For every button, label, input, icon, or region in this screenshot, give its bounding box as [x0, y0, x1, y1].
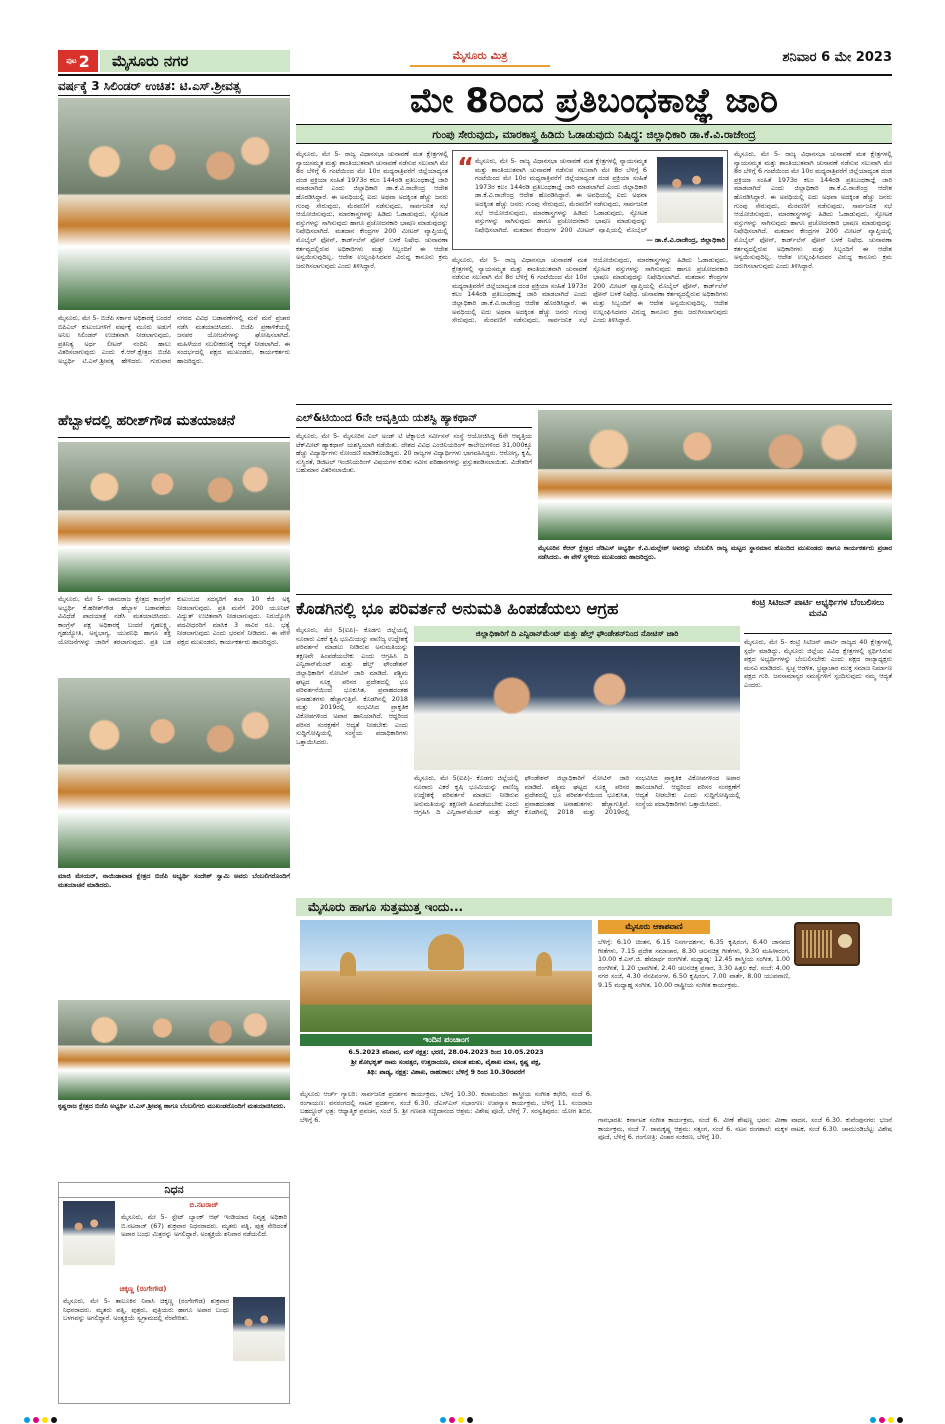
events-list-col2: ಗಾನಭಾರತಿ: ಕರ್ನಾಟಕ ಸಂಗೀತ ಕಾರ್ಯಕ್ರಮ, ಸಂಜೆ 6. ವೀಣೆ ಶೇಷಣ್ಣ ಭವನ: ವೀಣಾ ವಾದನ, ಸಂಜೆ 6.30. ಕುವೆಂಪುನಗರ: ಭಜನೆ ಕಾರ್ಯಕ್ರಮ, ಸಂಜೆ 7. ರಾಮಕೃಷ್ಣ ಆಶ್ರಮ: ಸತ್ಸಂಗ, ಸಂಜೆ 6. ನಟನ ರಂಗಶಾಲೆ: ಮಕ್ಕಳ ನಾಟಕ, ಸಂಜೆ 6.30. ಚಾಮುಂಡಿಬೆಟ್ಟ: ವಿಶೇಷ ಪೂಜೆ, ಬೆಳಿಗ್ಗೆ 6. ಗಂಗೋತ್ರಿ: ವಿಚಾರ ಸಂಕಿರಣ, ಬೆಳಿಗ್ಗೆ 10.	[598, 1116, 892, 1142]
center-photo-caption: ಮೈಸೂರಿನ ಕೆಆರ್ ಕ್ಷೇತ್ರದ ಜೆಡಿಎಸ್ ಅಭ್ಯರ್ಥಿ ಕೆ.ವಿ.ಮಲ್ಲೇಶ್ ಅವರನ್ನು ಬೆಂಬಲಿಸಿ ರಾಜ್ಯ ಮಟ್ಟದ ಸ್ಥಾನಮಾನ ಹೊಂದಿದ ಮುಖಂಡರು ಹಾಗೂ ಕಾರ್ಯಕರ್ತರು ಪ್ರಚಾರ ನಡೆಸಿದರು. ಈ ವೇಳೆ ಸ್ಥಳೀಯ ಮುಖಂಡರು ಹಾಜರಿದ್ದರು.	[538, 544, 892, 561]
photo-caption: ಮಾಜಿ ಮೇಯರ್, ನಾಯಿಡಾವಾಡ ಕ್ಷೇತ್ರದ ಬಿಜೆಪಿ ಅಭ್ಯರ್ಥಿ ಸಂದೇಶ್ ಸ್ವಾಮಿ ಅವರು ಬೆಂಬಲಿಗರೊಂದಿಗೆ ಮತಯಾಚನೆ ಮಾಡಿದರು.	[58, 872, 290, 889]
issue-date: ಶನಿವಾರ 6 ಮೇ 2023	[782, 50, 892, 65]
quote-text: ಮೈಸೂರು, ಮೇ 5- ರಾಜ್ಯ ವಿಧಾನಸಭಾ ಚುನಾವಣೆ ಮತ ಕ್ಷೇತ್ರಗಳಲ್ಲಿ ನ್ಯಾಯಸಮ್ಮತ ಮತ್ತು ಶಾಂತಿಯುತವಾಗಿ ಚುನಾವಣೆ ನಡೆಸುವ ಸಲುವಾಗಿ ಮೇ 8ರ ಬೆಳಿಗ್ಗೆ 6 ಗಂಟೆಯಿಂದ ಮೇ 10ರ ಮಧ್ಯರಾತ್ರಿವರೆಗೆ ಜಿಲ್ಲೆಯಾದ್ಯಂತ ದಂಡ ಪ್ರಕ್ರಿಯಾ ಸಂಹಿತೆ 1973ರ ಕಲಂ 144ರಡಿ ಪ್ರತಿಬಂಧಕಾಜ್ಞೆ ಜಾರಿ ಮಾಡಲಾಗಿದೆ ಎಂದು ಜಿಲ್ಲಾಧಿಕಾರಿ ಡಾ.ಕೆ.ವಿ.ರಾಜೇಂದ್ರ ಆದೇಶ ಹೊರಡಿಸಿದ್ದಾರೆ. ಈ ಅವಧಿಯಲ್ಲಿ ಐದು ಅಥವಾ ಅದಕ್ಕಿಂತ ಹೆಚ್ಚು ಜನರು ಗುಂಪು ಸೇರುವುದು, ಮೆರವಣಿಗೆ ನಡೆಸುವುದು, ಸಾರ್ವಜನಿಕ ಸಭೆ ಆಯೋಜಿಸುವುದು, ಮಾರಕಾಸ್ತ್ರಗಳನ್ನು ಹಿಡಿದು ಓಡಾಡುವುದು, ಸ್ಫೋಟಕ ವಸ್ತುಗಳನ್ನು ಸಾಗಿಸುವುದು ಹಾಗೂ ಪ್ರಚೋದನಕಾರಿ ಭಾಷಣ ಮಾಡುವುದನ್ನು ನಿಷೇಧಿಸಲಾಗಿದೆ. ಮತದಾನ ಕೇಂದ್ರಗಳ 200 ಮೀಟರ್ ವ್ಯಾಪ್ತಿಯಲ್ಲಿ ಮೊಬೈಲ್	[475, 157, 647, 233]
panchanga-date: 6.5.2023 ಶನಿವಾರ, ಮಳೆ ನಕ್ಷತ್ರ: ಭರಣಿ, 28.04.2023 ರಿಂದ 10.05.2023	[348, 1048, 544, 1056]
radio-speaker-grille	[802, 930, 832, 958]
obituary-box	[58, 1182, 290, 1404]
palace-tower-right-icon	[536, 952, 552, 976]
panchanga-line-3: ತಿಥಿ: ಪಾಡ್ಯ, ನಕ್ಷತ್ರ: ವಿಶಾಖ, ರಾಹುಕಾಲ: ಬೆಳಿಗ್ಗೆ 9 ರಿಂದ 10.30ರವರೆಗೆ	[367, 1068, 525, 1076]
kodagu-story	[296, 598, 740, 894]
center-rule	[296, 594, 892, 595]
paper-name-logo: ಮೈಸೂರು ಮಿತ್ರ	[410, 49, 550, 67]
story-photo	[58, 442, 290, 592]
events-list-col1: ಮೈಸೂರು ಆರ್ಚ್ ಗ್ಯಾಲರಿ: ಸಾರ್ವಜನಿಕ ಪ್ರದರ್ಶನ ಕಾರ್ಯಕ್ರಮ, ಬೆಳಿಗ್ಗೆ 10.30. ಕಲಾಮಂದಿರ: ಶಾಸ್ತ್ರೀಯ ಸಂಗೀತ ಕಛೇರಿ, ಸಂಜೆ 6. ರಂಗಾಯಣ: ವನರಂಗದಲ್ಲಿ ನಾಟಕ ಪ್ರದರ್ಶನ, ಸಂಜೆ 6.30. ಜೆಎಸ್‌ಎಸ್ ಸಭಾಂಗಣ: ಉಪನ್ಯಾಸ ಕಾರ್ಯಕ್ರಮ, ಬೆಳಿಗ್ಗೆ 11. ನಂಜರಾಜ ಬಹದ್ದೂರ್ ಛತ್ರ: ಆಧ್ಯಾತ್ಮಿಕ ಪ್ರವಚನ, ಸಂಜೆ 5. ಶ್ರೀ ಗಣಪತಿ ಸಚ್ಚಿದಾನಂದ ಆಶ್ರಮ: ವಿಶೇಷ ಪೂಜೆ, ಬೆಳಿಗ್ಗೆ 7. ಸರಸ್ವತಿಪುರಂ: ಯೋಗ ಶಿಬಿರ, ಬೆಳಿಗ್ಗೆ 6.	[300, 1090, 592, 1124]
quote-mark: “	[457, 153, 475, 183]
story-body-col1: ಮೈಸೂರು, ಮೇ 5(ಐಪಿ)- ಕೊಡಗು ಜಿಲ್ಲೆಯಲ್ಲಿ ನೂರಾರು ಎಕರೆ ಕೃಷಿ ಭೂಮಿಯನ್ನು ವಾಣಿಜ್ಯ ಉದ್ದೇಶಕ್ಕೆ ಪರಿವರ್ತನೆ ಮಾಡಲು ನೀಡಿರುವ ಅನುಮತಿಯನ್ನು ತಕ್ಷಣವೇ ಹಿಂಪಡೆಯಬೇಕು ಎಂದು ಆಗ್ರಹಿಸಿ ದಿ ಎನ್ವಿರಾನ್‌ಮೆಂಟ್ ಮತ್ತು ಹೆಲ್ತ್ ಫೌಂಡೇಶನ್ ಜಿಲ್ಲಾಧಿಕಾರಿಗೆ ನೋಟಿಸ್ ಜಾರಿ ಮಾಡಿದೆ. ಪಶ್ಚಿಮ ಘಟ್ಟದ ಸೂಕ್ಷ್ಮ ಪರಿಸರ ಪ್ರದೇಶದಲ್ಲಿ ಭೂ ಪರಿವರ್ತನೆಯಿಂದ ಭೂಕುಸಿತ, ಪ್ರವಾಹದಂತಹ ಅನಾಹುತಗಳು ಹೆಚ್ಚಾಗುತ್ತಿವೆ. ಕೊಡಗಿನಲ್ಲಿ 2018 ಮತ್ತು 2019ರಲ್ಲಿ ಸಂಭವಿಸಿದ ಪ್ರಾಕೃತಿಕ ವಿಕೋಪಗಳಿಂದ ಅಪಾರ ಹಾನಿಯಾಗಿದೆ. ಆದ್ದರಿಂದ ಪರಿಸರ ಸಂರಕ್ಷಣೆಗೆ ಆದ್ಯತೆ ನೀಡಬೇಕು ಎಂದು ಸುದ್ದಿಗೋಷ್ಠಿಯಲ್ಲಿ ಸಂಸ್ಥೆಯ ಪದಾಧಿಕಾರಿಗಳು ಒತ್ತಾಯಿಸಿದರು.	[296, 626, 408, 746]
story-body-col2: ಮೈಸೂರು, ಮೇ 5(ಐಪಿ)- ಕೊಡಗು ಜಿಲ್ಲೆಯಲ್ಲಿ ನೂರಾರು ಎಕರೆ ಕೃಷಿ ಭೂಮಿಯನ್ನು ವಾಣಿಜ್ಯ ಉದ್ದೇಶಕ್ಕೆ ಪರಿವರ್ತನೆ ಮಾಡಲು ನೀಡಿರುವ ಅನುಮತಿಯನ್ನು ತಕ್ಷಣವೇ ಹಿಂಪಡೆಯಬೇಕು ಎಂದು ಆಗ್ರಹಿಸಿ ದಿ ಎನ್ವಿರಾನ್‌ಮೆಂಟ್ ಮತ್ತು ಹೆಲ್ತ್ ಫೌಂಡೇಶನ್ ಜಿಲ್ಲಾಧಿಕಾರಿಗೆ ನೋಟಿಸ್ ಜಾರಿ ಮಾಡಿದೆ. ಪಶ್ಚಿಮ ಘಟ್ಟದ ಸೂಕ್ಷ್ಮ ಪರಿಸರ ಪ್ರದೇಶದಲ್ಲಿ ಭೂ ಪರಿವರ್ತನೆಯಿಂದ ಭೂಕುಸಿತ, ಪ್ರವಾಹದಂತಹ ಅನಾಹುತಗಳು ಹೆಚ್ಚಾಗುತ್ತಿವೆ. ಕೊಡಗಿನಲ್ಲಿ 2018 ಮತ್ತು 2019ರಲ್ಲಿ ಸಂಭವಿಸಿದ ಪ್ರಾಕೃತಿಕ ವಿಕೋಪಗಳಿಂದ ಅಪಾರ ಹಾನಿಯಾಗಿದೆ. ಆದ್ದರಿಂದ ಪರಿಸರ ಸಂರಕ್ಷಣೆಗೆ ಆದ್ಯತೆ ನೀಡಬೇಕು ಎಂದು ಸುದ್ದಿಗೋಷ್ಠಿಯಲ್ಲಿ ಸಂಸ್ಥೆಯ ಪದಾಧಿಕಾರಿಗಳು ಒತ್ತಾಯಿಸಿದರು.	[414, 774, 740, 817]
story-body: ಮೈಸೂರು, ಮೇ 5- ಕಂಟ್ರಿ ಸಿಟಿಜನ್ ಪಾರ್ಟಿ ರಾಜ್ಯದ 40 ಕ್ಷೇತ್ರಗಳಲ್ಲಿ ಸ್ಪರ್ಧೆ ಮಾಡಿದ್ದು, ಮೈಸೂರು ಜಿಲ್ಲೆಯ ವಿವಿಧ ಕ್ಷೇತ್ರಗಳಲ್ಲಿ ಸ್ಪರ್ಧಿಸಿರುವ ಪಕ್ಷದ ಅಭ್ಯರ್ಥಿಗಳನ್ನು ಬೆಂಬಲಿಸಬೇಕು ಎಂದು ಪಕ್ಷದ ರಾಜ್ಯಾಧ್ಯಕ್ಷರು ಮನವಿ ಮಾಡಿದರು. ಸ್ವಚ್ಛ ಆಡಳಿತ, ಭ್ರಷ್ಟಾಚಾರ ಮುಕ್ತ ಸಮಾಜ ನಿರ್ಮಾಣ ಪಕ್ಷದ ಗುರಿ. ಜನಸಾಮಾನ್ಯರ ಸಮಸ್ಯೆಗಳಿಗೆ ಸ್ಪಂದಿಸುವುದು ನಮ್ಮ ಆದ್ಯತೆ ಎಂದರು.	[744, 638, 892, 689]
masthead	[0, 0, 945, 75]
lead-quote-box	[452, 150, 728, 250]
obituary-photo-1	[63, 1201, 115, 1265]
hackathon-story	[296, 410, 532, 590]
country-party-story	[744, 598, 892, 894]
panchanga-title: ಇಂದಿನ ಪಂಚಾಂಗ	[300, 1034, 592, 1046]
page-number-badge	[58, 50, 98, 72]
story-photo	[58, 98, 290, 310]
palace-tower-left-icon	[340, 952, 356, 976]
story-headline: ಎಲ್&ಟಿಯಿಂದ 6ನೇ ಆವೃತ್ತಿಯ ಯಶಸ್ವಿ ಹ್ಯಾಕಥಾನ್	[296, 410, 532, 428]
panchanga-line-2: ಶ್ರೀ ಶೋಭಕೃತ್ ನಾಮ ಸಂವತ್ಸರ, ಉತ್ತರಾಯಣ, ವಸಂತ ಋತು, ವೈಶಾಖ ಮಾಸ, ಕೃಷ್ಣ ಪಕ್ಷ,	[351, 1058, 541, 1066]
section-name: ಮೈಸೂರು ನಗರ	[100, 50, 290, 72]
radio-dial	[838, 934, 852, 948]
lead-body-col4: ಮೈಸೂರು, ಮೇ 5- ರಾಜ್ಯ ವಿಧಾನಸಭಾ ಚುನಾವಣೆ ಮತ ಕ್ಷೇತ್ರಗಳಲ್ಲಿ ನ್ಯಾಯಸಮ್ಮತ ಮತ್ತು ಶಾಂತಿಯುತವಾಗಿ ಚುನಾವಣೆ ನಡೆಸುವ ಸಲುವಾಗಿ ಮೇ 8ರ ಬೆಳಿಗ್ಗೆ 6 ಗಂಟೆಯಿಂದ ಮೇ 10ರ ಮಧ್ಯರಾತ್ರಿವರೆಗೆ ಜಿಲ್ಲೆಯಾದ್ಯಂತ ದಂಡ ಪ್ರಕ್ರಿಯಾ ಸಂಹಿತೆ 1973ರ ಕಲಂ 144ರಡಿ ಪ್ರತಿಬಂಧಕಾಜ್ಞೆ ಜಾರಿ ಮಾಡಲಾಗಿದೆ ಎಂದು ಜಿಲ್ಲಾಧಿಕಾರಿ ಡಾ.ಕೆ.ವಿ.ರಾಜೇಂದ್ರ ಆದೇಶ ಹೊರಡಿಸಿದ್ದಾರೆ. ಈ ಅವಧಿಯಲ್ಲಿ ಐದು ಅಥವಾ ಅದಕ್ಕಿಂತ ಹೆಚ್ಚು ಜನರು ಗುಂಪು ಸೇರುವುದು, ಮೆರವಣಿಗೆ ನಡೆಸುವುದು, ಸಾರ್ವಜನಿಕ ಸಭೆ ಆಯೋಜಿಸುವುದು, ಮಾರಕಾಸ್ತ್ರಗಳನ್ನು ಹಿಡಿದು ಓಡಾಡುವುದು, ಸ್ಫೋಟಕ ವಸ್ತುಗಳನ್ನು ಸಾಗಿಸುವುದು ಹಾಗೂ ಪ್ರಚೋದನಕಾರಿ ಭಾಷಣ ಮಾಡುವುದನ್ನು ನಿಷೇಧಿಸಲಾಗಿದೆ. ಮತದಾನ ಕೇಂದ್ರಗಳ 200 ಮೀಟರ್ ವ್ಯಾಪ್ತಿಯಲ್ಲಿ ಮೊಬೈಲ್ ಫೋನ್, ಕಾರ್ಡ್‌ಲೆಸ್ ಫೋನ್ ಬಳಕೆ ನಿಷೇಧ. ಚುನಾವಣಾ ಕರ್ತವ್ಯದಲ್ಲಿರುವ ಅಧಿಕಾರಿಗಳು ಮತ್ತು ಸಿಬ್ಬಂದಿಗೆ ಈ ಆದೇಶ ಅನ್ವಯಿಸುವುದಿಲ್ಲ. ಆದೇಶ ಉಲ್ಲಂಘಿಸಿದವರ ವಿರುದ್ಧ ಕಾನೂನು ಕ್ರಮ ಜರುಗಿಸಲಾಗುವುದು ಎಂದು ತಿಳಿಸಿದ್ದಾರೆ.	[734, 150, 892, 270]
center-photo-1	[538, 410, 892, 540]
palace-photo	[300, 920, 592, 1032]
left-story-2	[58, 410, 290, 898]
radio-box	[598, 920, 892, 1112]
photo-caption: ಕೃಷ್ಣರಾಜ ಕ್ಷೇತ್ರದ ಬಿಜೆಪಿ ಅಭ್ಯರ್ಥಿ ಟಿ.ಎಸ್.ಶ್ರೀವತ್ಸ ಹಾಗೂ ಬೆಂಬಲಿಗರು ಮುಖಂಡರೊಂದಿಗೆ ಮತಯಾಚಿಸಿದರು.	[58, 1102, 286, 1110]
radio-title: ಮೈಸೂರು ಆಕಾಶವಾಣಿ	[598, 920, 710, 934]
registration-dots-left	[24, 1408, 60, 1424]
lead-bottom-rule	[296, 404, 892, 405]
story-body: ಮೈಸೂರು, ಮೇ 5- ಚಾಮರಾಜ ಕ್ಷೇತ್ರದ ಕಾಂಗ್ರೆಸ್ ಅಭ್ಯರ್ಥಿ ಕೆ.ಹರೀಶ್‌ಗೌಡ ಹೆಬ್ಬಾಳ ಬಡಾವಣೆಯ ವಿವಿಧೆಡೆ ಪಾದಯಾತ್ರೆ ನಡೆಸಿ ಮತಯಾಚಿಸಿದರು. ಕಾಂಗ್ರೆಸ್ ಪಕ್ಷ ಅಧಿಕಾರಕ್ಕೆ ಬಂದರೆ ಗೃಹಲಕ್ಷ್ಮಿ, ಗೃಹಜ್ಯೋತಿ, ಅನ್ನಭಾಗ್ಯ, ಯುವನಿಧಿ ಹಾಗೂ ಶಕ್ತಿ ಯೋಜನೆಗಳನ್ನು ಜಾರಿಗೆ ತರಲಾಗುವುದು. ಪ್ರತಿ ಬಡ ಕುಟುಂಬದ ಸದಸ್ಯರಿಗೆ ತಲಾ 10 ಕೆಜಿ ಅಕ್ಕಿ ನೀಡಲಾಗುವುದು. ಪ್ರತಿ ಮನೆಗೆ 200 ಯೂನಿಟ್ ವಿದ್ಯುತ್ ಉಚಿತವಾಗಿ ನೀಡಲಾಗುವುದು. ನಿರುದ್ಯೋಗಿ ಪದವೀಧರರಿಗೆ ಮಾಸಿಕ 3 ಸಾವಿರ ರೂ. ಭತ್ಯೆ ನೀಡಲಾಗುವುದು ಎಂದು ಭರವಸೆ ನೀಡಿದರು. ಈ ವೇಳೆ ಪಕ್ಷದ ಮುಖಂಡರು, ಕಾರ್ಯಕರ್ತರು ಹಾಜರಿದ್ದರು.	[58, 595, 290, 646]
masthead-rule	[58, 74, 892, 76]
radio-icon	[794, 922, 860, 966]
collector-portrait	[657, 157, 723, 223]
story-headline: ಹೆಬ್ಬಾಳದಲ್ಲಿ ಹರೀಶ್‌ಗೌಡ ಮತಯಾಚನೆ	[58, 410, 290, 438]
radio-schedule: ಬೆಳಿಗ್ಗೆ: 6.10 ಚಿಂತನ, 6.15 ನಿಸರ್ಗದರ್ಶನ, 6.35 ಕೃಷಿರಂಗ, 6.40 ಜಾನಪದ ಗೀತೆಗಳು, 7.15 ಪ್ರದೇಶ ಸಮಾಚಾರ, 8.30 ಚಲನಚಿತ್ರ ಗೀತೆಗಳು, 9.30 ಮಹಿಳಾರಂಗ, 10.00 ಕೆ.ಎಸ್.ಜಿ. ಹೆಮಾರ್ಥ ರಂಗಗೀತೆ. ಮಧ್ಯಾಹ್ನ: 12.45 ಶಾಸ್ತ್ರೀಯ ಸಂಗೀತ, 1.00 ರಂಗಗೀತೆ, 1.20 ಭಾವಗೀತೆ, 2.40 ಚಲನಚಿತ್ರ ಪ್ರಸಾರ, 3.30 ಹಿತ್ತಲ ಕಥೆ. ಸಂಜೆ: 4.00 ನಗರ ಸಂಜೆ, 4.30 ನೆನಪಿನಂಗಳ, 6.50 ಕೃಷಿರಂಗ, 7.00 ವಾರ್ತೆ, 8.00 ಯುವವಾಣಿ, 9.15 ಮಧ್ಯಾಹ್ನ ಸಂಗೀತ, 10.00 ರಾಷ್ಟ್ರೀಯ ಸಂಗೀತ ಕಾರ್ಯಕ್ರಮ.	[598, 938, 790, 989]
page-number: 2	[78, 51, 90, 71]
registration-dots-right	[870, 1408, 906, 1424]
lead-body-col1: ಮೈಸೂರು, ಮೇ 5- ರಾಜ್ಯ ವಿಧಾನಸಭಾ ಚುನಾವಣೆ ಮತ ಕ್ಷೇತ್ರಗಳಲ್ಲಿ ನ್ಯಾಯಸಮ್ಮತ ಮತ್ತು ಶಾಂತಿಯುತವಾಗಿ ಚುನಾವಣೆ ನಡೆಸುವ ಸಲುವಾಗಿ ಮೇ 8ರ ಬೆಳಿಗ್ಗೆ 6 ಗಂಟೆಯಿಂದ ಮೇ 10ರ ಮಧ್ಯರಾತ್ರಿವರೆಗೆ ಜಿಲ್ಲೆಯಾದ್ಯಂತ ದಂಡ ಪ್ರಕ್ರಿಯಾ ಸಂಹಿತೆ 1973ರ ಕಲಂ 144ರಡಿ ಪ್ರತಿಬಂಧಕಾಜ್ಞೆ ಜಾರಿ ಮಾಡಲಾಗಿದೆ ಎಂದು ಜಿಲ್ಲಾಧಿಕಾರಿ ಡಾ.ಕೆ.ವಿ.ರಾಜೇಂದ್ರ ಆದೇಶ ಹೊರಡಿಸಿದ್ದಾರೆ. ಈ ಅವಧಿಯಲ್ಲಿ ಐದು ಅಥವಾ ಅದಕ್ಕಿಂತ ಹೆಚ್ಚು ಜನರು ಗುಂಪು ಸೇರುವುದು, ಮೆರವಣಿಗೆ ನಡೆಸುವುದು, ಸಾರ್ವಜನಿಕ ಸಭೆ ಆಯೋಜಿಸುವುದು, ಮಾರಕಾಸ್ತ್ರಗಳನ್ನು ಹಿಡಿದು ಓಡಾಡುವುದು, ಸ್ಫೋಟಕ ವಸ್ತುಗಳನ್ನು ಸಾಗಿಸುವುದು ಹಾಗೂ ಪ್ರಚೋದನಕಾರಿ ಭಾಷಣ ಮಾಡುವುದನ್ನು ನಿಷೇಧಿಸಲಾಗಿದೆ. ಮತದಾನ ಕೇಂದ್ರಗಳ 200 ಮೀಟರ್ ವ್ಯಾಪ್ತಿಯಲ್ಲಿ ಮೊಬೈಲ್ ಫೋನ್, ಕಾರ್ಡ್‌ಲೆಸ್ ಫೋನ್ ಬಳಕೆ ನಿಷೇಧ. ಚುನಾವಣಾ ಕರ್ತವ್ಯದಲ್ಲಿರುವ ಅಧಿಕಾರಿಗಳು ಮತ್ತು ಸಿಬ್ಬಂದಿಗೆ ಈ ಆದೇಶ ಅನ್ವಯಿಸುವುದಿಲ್ಲ. ಆದೇಶ ಉಲ್ಲಂಘಿಸಿದವರ ವಿರುದ್ಧ ಕಾನೂನು ಕ್ರಮ ಜರುಗಿಸಲಾಗುವುದು ಎಂದು ತಿಳಿಸಿದ್ದಾರೆ.	[296, 150, 448, 270]
lead-body-col-mid: ಮೈಸೂರು, ಮೇ 5- ರಾಜ್ಯ ವಿಧಾನಸಭಾ ಚುನಾವಣೆ ಮತ ಕ್ಷೇತ್ರಗಳಲ್ಲಿ ನ್ಯಾಯಸಮ್ಮತ ಮತ್ತು ಶಾಂತಿಯುತವಾಗಿ ಚುನಾವಣೆ ನಡೆಸುವ ಸಲುವಾಗಿ ಮೇ 8ರ ಬೆಳಿಗ್ಗೆ 6 ಗಂಟೆಯಿಂದ ಮೇ 10ರ ಮಧ್ಯರಾತ್ರಿವರೆಗೆ ಜಿಲ್ಲೆಯಾದ್ಯಂತ ದಂಡ ಪ್ರಕ್ರಿಯಾ ಸಂಹಿತೆ 1973ರ ಕಲಂ 144ರಡಿ ಪ್ರತಿಬಂಧಕಾಜ್ಞೆ ಜಾರಿ ಮಾಡಲಾಗಿದೆ ಎಂದು ಜಿಲ್ಲಾಧಿಕಾರಿ ಡಾ.ಕೆ.ವಿ.ರಾಜೇಂದ್ರ ಆದೇಶ ಹೊರಡಿಸಿದ್ದಾರೆ. ಈ ಅವಧಿಯಲ್ಲಿ ಐದು ಅಥವಾ ಅದಕ್ಕಿಂತ ಹೆಚ್ಚು ಜನರು ಗುಂಪು ಸೇರುವುದು, ಮೆರವಣಿಗೆ ನಡೆಸುವುದು, ಸಾರ್ವಜನಿಕ ಸಭೆ ಆಯೋಜಿಸುವುದು, ಮಾರಕಾಸ್ತ್ರಗಳನ್ನು ಹಿಡಿದು ಓಡಾಡುವುದು, ಸ್ಫೋಟಕ ವಸ್ತುಗಳನ್ನು ಸಾಗಿಸುವುದು ಹಾಗೂ ಪ್ರಚೋದನಕಾರಿ ಭಾಷಣ ಮಾಡುವುದನ್ನು ನಿಷೇಧಿಸಲಾಗಿದೆ. ಮತದಾನ ಕೇಂದ್ರಗಳ 200 ಮೀಟರ್ ವ್ಯಾಪ್ತಿಯಲ್ಲಿ ಮೊಬೈಲ್ ಫೋನ್, ಕಾರ್ಡ್‌ಲೆಸ್ ಫೋನ್ ಬಳಕೆ ನಿಷೇಧ. ಚುನಾವಣಾ ಕರ್ತವ್ಯದಲ್ಲಿರುವ ಅಧಿಕಾರಿಗಳು ಮತ್ತು ಸಿಬ್ಬಂದಿಗೆ ಈ ಆದೇಶ ಅನ್ವಯಿಸುವುದಿಲ್ಲ. ಆದೇಶ ಉಲ್ಲಂಘಿಸಿದವರ ವಿರುದ್ಧ ಕಾನೂನು ಕ್ರಮ ಜರುಗಿಸಲಾಗುವುದು ಎಂದು ತಿಳಿಸಿದ್ದಾರೆ.	[452, 256, 728, 325]
story-headline: ಕೊಡಗಿನಲ್ಲಿ ಭೂ ಪರಿವರ್ತನೆ ಅನುಮತಿ ಹಿಂಪಡೆಯಲು ಆಗ್ರಹ	[296, 599, 619, 618]
registration-dots-center	[440, 1408, 476, 1424]
story-headline: ವರ್ಷಕ್ಕೆ 3 ಸಿಲಿಂಡರ್ ಉಚಿತ: ಟಿ.ಎಸ್.ಶ್ರೀವತ್ಸ	[58, 78, 290, 96]
story-subhead: ಜಿಲ್ಲಾಧಿಕಾರಿಗೆ ದಿ ಎನ್ವಿರಾನ್‌ಮೆಂಟ್ ಮತ್ತು ಹೆಲ್ತ್ ಫೌಂಡೇಶನ್‌ನಿಂದ ನೋಟಿಸ್ ಜಾರಿ	[414, 626, 740, 642]
obituary-photo-2	[233, 1297, 285, 1361]
story-body: ಮೈಸೂರು, ಮೇ 5- ಬಿಜೆಪಿ ಸರ್ಕಾರ ಅಧಿಕಾರಕ್ಕೆ ಬಂದರೆ ಬಿಪಿಎಲ್ ಕುಟುಂಬಗಳಿಗೆ ವರ್ಷಕ್ಕೆ ಮೂರು ಅಡುಗೆ ಅನಿಲ ಸಿಲಿಂಡರ್ ಉಚಿತವಾಗಿ ನೀಡಲಾಗುವುದು, ಪ್ರತಿನಿತ್ಯ ಅರ್ಧ ಲೀಟರ್ ನಂದಿನಿ ಹಾಲು ವಿತರಿಸಲಾಗುವುದು ಎಂದು ಕೆ.ಆರ್.ಕ್ಷೇತ್ರದ ಬಿಜೆಪಿ ಅಭ್ಯರ್ಥಿ ಟಿ.ಎಸ್.ಶ್ರೀವತ್ಸ ಹೇಳಿದರು. ಗುರುವಾರ ನಗರದ ವಿವಿಧ ಬಡಾವಣೆಗಳಲ್ಲಿ ಮನೆ ಮನೆ ಪ್ರಚಾರ ನಡೆಸಿ ಮತಯಾಚಿಸಿದರು. ಬಿಜೆಪಿ ಪ್ರಣಾಳಿಕೆಯಲ್ಲಿ ಜನಪರ ಯೋಜನೆಗಳನ್ನು ಘೋಷಿಸಲಾಗಿದೆ. ಮಹಿಳೆಯರ ಸಬಲೀಕರಣಕ್ಕೆ ಆದ್ಯತೆ ನೀಡಲಾಗಿದೆ. ಈ ಸಂದರ್ಭದಲ್ಲಿ ಪಕ್ಷದ ಮುಖಂಡರು, ಕಾರ್ಯಕರ್ತರು ಹಾಜರಿದ್ದರು.	[58, 314, 290, 365]
lead-headline: ಮೇ 8ರಿಂದ ಪ್ರತಿಬಂಧಕಾಜ್ಞೆ ಜಾರಿ	[409, 81, 779, 121]
today-header: ಮೈಸೂರು ಹಾಗೂ ಸುತ್ತಮುತ್ತ ಇಂದು...	[296, 898, 892, 916]
story-headline: ಕಂಟ್ರಿ ಸಿಟಿಜನ್ ಪಾರ್ಟಿ ಅಭ್ಯರ್ಥಿಗಳ ಬೆಂಬಲಿಸಲು ಮನವಿ	[744, 598, 892, 634]
story-body: ಮೈಸೂರು, ಮೇ 5- ಮೈಸೂರಿನ ಎಲ್ ಅಂಡ್ ಟಿ ಟೆಕ್ನಾಲಜಿ ಸರ್ವೀಸಸ್ ಸಂಸ್ಥೆ ಆಯೋಜಿಸಿದ್ದ 6ನೇ ಆವೃತ್ತಿಯ ಟೆಕ್‌ಮೀಟ್ ಹ್ಯಾಕಥಾನ್ ಯಶಸ್ವಿಯಾಗಿ ನಡೆಯಿತು. ದೇಶದ ವಿವಿಧ ಎಂಜಿನಿಯರಿಂಗ್ ಕಾಲೇಜುಗಳಿಂದ 31,000ಕ್ಕೂ ಹೆಚ್ಚು ವಿದ್ಯಾರ್ಥಿಗಳು ನೋಂದಣಿ ಮಾಡಿಕೊಂಡಿದ್ದರು. 20 ರಾಜ್ಯಗಳ ವಿದ್ಯಾರ್ಥಿಗಳು ಭಾಗವಹಿಸಿದ್ದರು. ಆರೋಗ್ಯ, ಕೃಷಿ, ಸುಸ್ಥಿರತೆ, ಡಿಜಿಟಲ್ ಇಂಜಿನಿಯರಿಂಗ್ ವಿಷಯಗಳ ಕುರಿತು ನವೀನ ಪರಿಹಾರಗಳನ್ನು ಪ್ರಸ್ತುತಪಡಿಸಲಾಯಿತು. ವಿಜೇತರಿಗೆ ಬಹುಮಾನ ವಿತರಿಸಲಾಯಿತು.	[296, 432, 532, 475]
story-photo	[58, 1000, 290, 1100]
page-label: ಪುಟ	[66, 56, 77, 65]
lead-subhead: ಗುಂಪು ಸೇರುವುದು, ಮಾರಕಾಸ್ತ್ರ ಹಿಡಿದು ಓಡಾಡುವುದು ನಿಷಿದ್ಧ: ಜಿಲ್ಲಾಧಿಕಾರಿ ಡಾ.ಕೆ.ವಿ.ರಾಜೇಂದ್ರ	[296, 124, 892, 144]
obituary-body-2: ಮೈಸೂರು, ಮೇ 5- ತಾಲೂಕಿನ ನಿವಾಸಿ ಚಿಕ್ಕಣ್ಣ (ರಂಗೇಗೌಡ) ಶುಕ್ರವಾರ ನಿಧನರಾದರು. ಮೃತರು ಪತ್ನಿ, ಪುತ್ರರು, ಪುತ್ರಿಯರು ಹಾಗೂ ಅಪಾರ ಬಂಧು ಬಳಗವನ್ನು ಅಗಲಿದ್ದಾರೆ. ಅಂತ್ಯಕ್ರಿಯೆ ಸ್ವಗ್ರಾಮದಲ್ಲಿ ನೆರವೇರಿತು.	[63, 1297, 229, 1323]
left-story-3	[58, 1000, 290, 1122]
story-photo-2	[58, 678, 290, 868]
obituary-header: ನಿಧನ	[59, 1183, 289, 1198]
quote-credit: — ಡಾ.ಕೆ.ವಿ.ರಾಜೇಂದ್ರ, ಜಿಲ್ಲಾಧಿಕಾರಿ	[646, 236, 725, 244]
obituary-name-2: ಚಿಕ್ಕಣ್ಣ (ರಂಗೇಗೌಡ)	[119, 1285, 167, 1293]
palace-dome-icon	[428, 934, 464, 970]
press-meet-photo	[414, 646, 740, 770]
obituary-body-1: ಮೈಸೂರು, ಮೇ 5- ಸ್ಟೇಟ್ ಬ್ಯಾಂಕ್ ಆಫ್ ಇಂಡಿಯಾದ ನಿವೃತ್ತ ಅಧಿಕಾರಿ ಬಿ.ನಟರಾಜ್ (67) ಶುಕ್ರವಾರ ನಿಧನರಾದರು. ಮೃತರು ಪತ್ನಿ, ಪುತ್ರ ಸೇರಿದಂತೆ ಅಪಾರ ಬಂಧು ಮಿತ್ರರನ್ನು ಅಗಲಿದ್ದಾರೆ. ಅಂತ್ಯಕ್ರಿಯೆ ಶನಿವಾರ ನಡೆಯಲಿದೆ.	[121, 1213, 287, 1239]
left-story-1	[58, 78, 290, 406]
obituary-name-1: ಬಿ.ನಟರಾಜ್	[189, 1201, 219, 1209]
